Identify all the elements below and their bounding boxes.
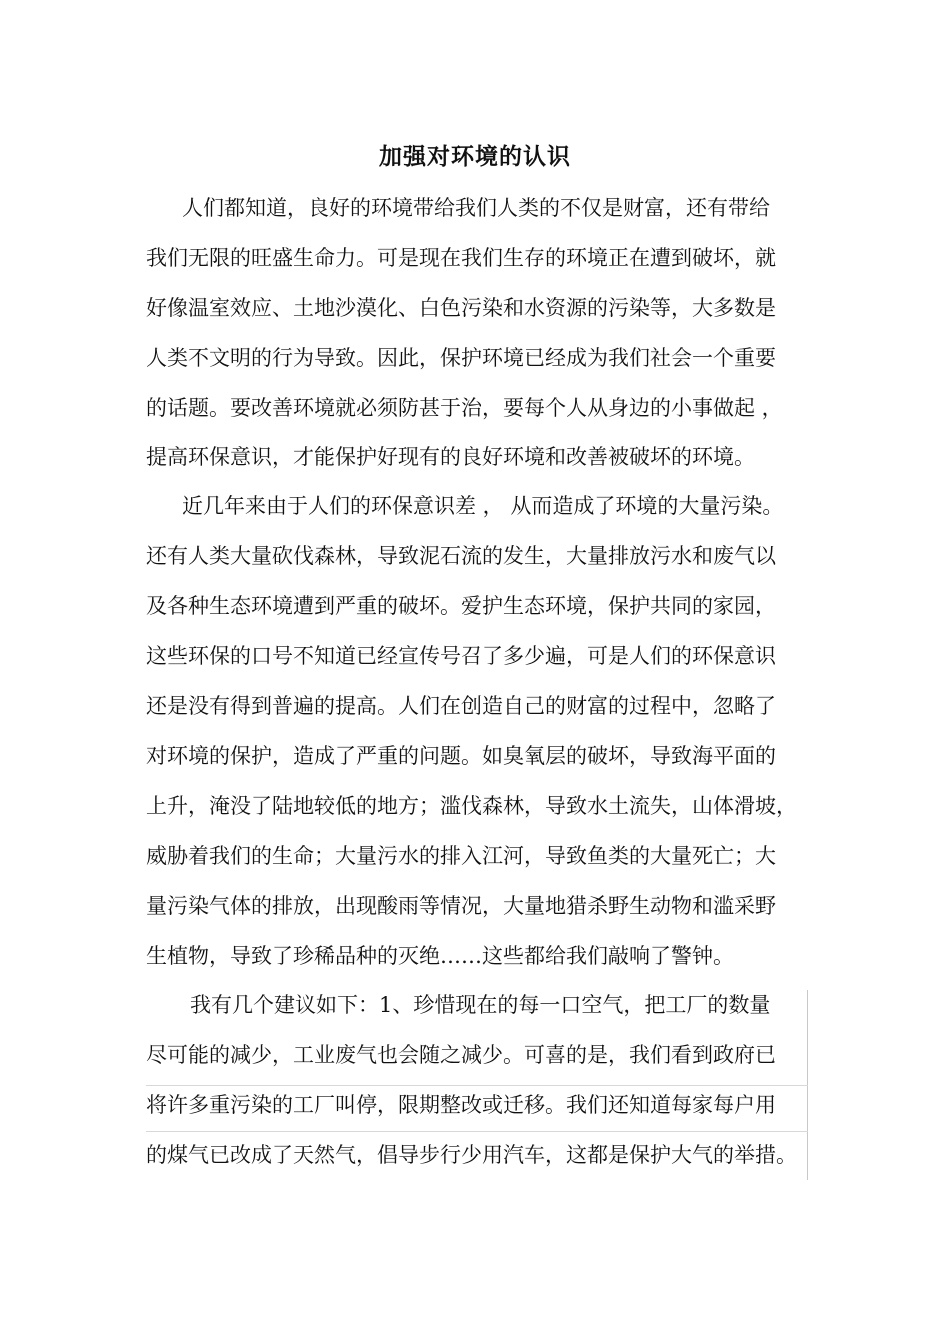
text-line: 量污染气体的排放，出现酸雨等情况，大量地猎杀野生动物和滥采野: [146, 894, 776, 918]
text-line: 还是没有得到普遍的提高。人们在创造自己的财富的过程中，忽略了: [146, 694, 776, 718]
text-line: 尽可能的减少，工业废气也会随之减少。可喜的是，我们看到政府已: [146, 1043, 776, 1067]
text-line: 的话题。要改善环境就必须防甚于治，要每个人从身边的小事做起 ，: [146, 396, 783, 420]
text-line: 我有几个建议如下：1、珍惜现在的每一口空气，把工厂的数量: [190, 993, 771, 1017]
text-line: 我们无限的旺盛生命力。可是现在我们生存的环境正在遭到破坏，就: [146, 246, 776, 270]
text-line: 这些环保的口号不知道已经宣传号召了多少遍，可是人们的环保意识: [146, 644, 776, 668]
text-line: 的煤气已改成了天然气，倡导步行少用汽车，这都是保护大气的举措。: [146, 1143, 797, 1167]
text-line: 还有人类大量砍伐森林，导致泥石流的发生，大量排放污水和废气以: [146, 544, 776, 568]
text-line: 人们都知道，良好的环境带给我们人类的不仅是财富，还有带给: [182, 196, 770, 220]
text-line: 威胁着我们的生命；大量污水的排入江河，导致鱼类的大量死亡；大: [146, 844, 776, 868]
text-line: 近几年来由于人们的环保意识差 ， 从而造成了环境的大量污染。: [182, 494, 784, 518]
text-line: 人类不文明的行为导致。因此，保护环境已经成为我们社会一个重要: [146, 346, 776, 370]
text-line: 及各种生态环境遭到严重的破坏。爱护生态环境，保护共同的家园，: [146, 594, 776, 618]
table-border-row: [146, 1085, 808, 1086]
text-line: 上升，淹没了陆地较低的地方；滥伐森林，导致水土流失，山体滑坡，: [146, 794, 797, 818]
text-line: 生植物，导致了珍稀品种的灭绝……这些都给我们敲响了警钟。: [146, 944, 734, 968]
text-line: 好像温室效应、土地沙漠化、白色污染和水资源的污染等，大多数是: [146, 296, 776, 320]
document-title: 加强对环境的认识: [379, 143, 571, 170]
text-line: 对环境的保护，造成了严重的问题。如臭氧层的破坏，导致海平面的: [146, 744, 776, 768]
table-border-row: [146, 1131, 808, 1132]
text-line: 提高环保意识，才能保护好现有的良好环境和改善被破坏的环境。: [146, 445, 755, 469]
text-line: 将许多重污染的工厂叫停，限期整改或迁移。我们还知道每家每户用: [146, 1093, 776, 1117]
